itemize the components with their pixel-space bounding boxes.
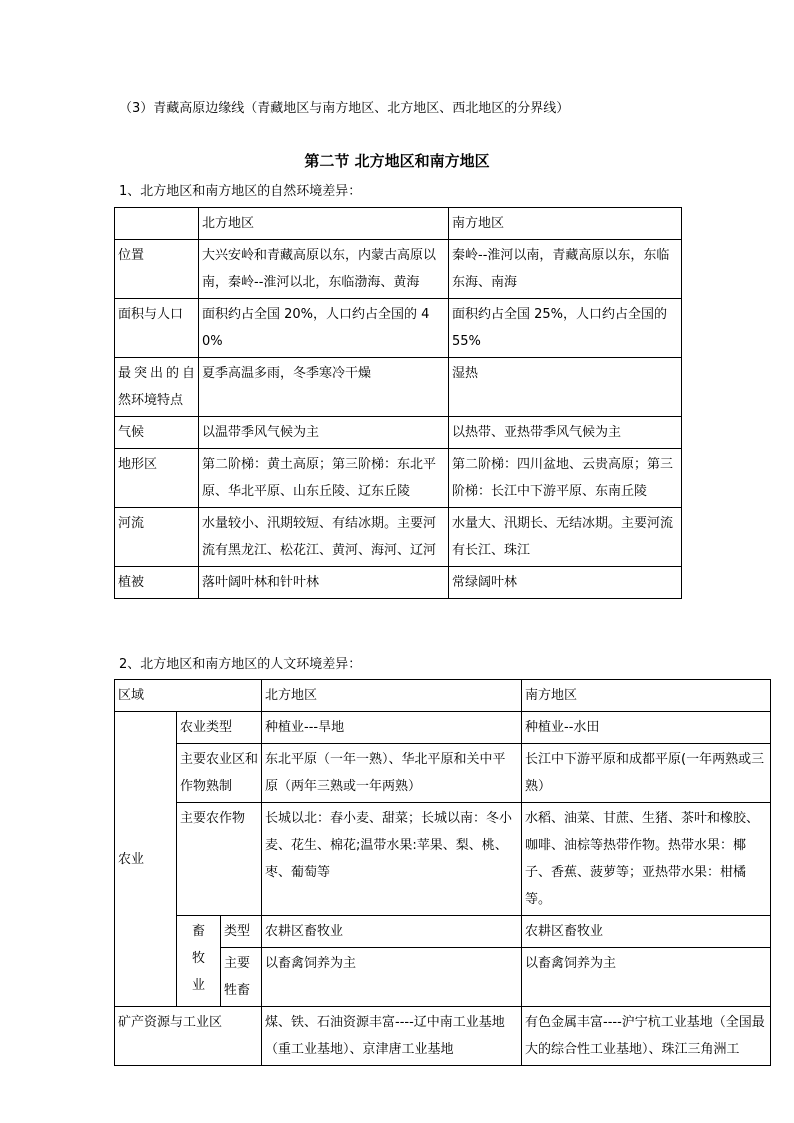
south-cell: 湿热: [449, 358, 682, 417]
header-south: 南方地区: [449, 208, 682, 240]
north-cell: 大兴安岭和青藏高原以东，内蒙古高原以南，秦岭--淮河以北，东临渤海、黄海: [199, 240, 449, 299]
north-cell: 水量较小、汛期较短、有结冰期。主要河流有黑龙江、松花江、黄河、海河、辽河: [199, 508, 449, 567]
row-label: 农业类型: [177, 712, 262, 744]
table-row: [115, 916, 771, 948]
north-cell: 长城以北：春小麦、甜菜；长城以南：冬小麦、花生、棉花;温带水果:苹果、梨、桃、枣、葡萄等: [262, 803, 522, 916]
livestock-char: 牧: [191, 951, 205, 966]
south-cell: 面积约占全国 25%，人口约占全国的 55%: [449, 299, 682, 358]
south-cell: 种植业--水田: [522, 712, 771, 744]
table-row: [115, 449, 682, 508]
mineral-row-table: [114, 1006, 771, 1066]
mineral-south: 有色金属丰富----沪宁杭工业基地（全国最大的综合性工业基地）、珠江三角洲工: [522, 1007, 771, 1066]
north-cell: 种植业---旱地: [262, 712, 522, 744]
table-row: [115, 803, 771, 916]
human-environment-table: [114, 679, 771, 1007]
row-label: 面积与人口: [115, 299, 199, 358]
header-south: 南方地区: [522, 680, 771, 712]
livestock-char: 业: [191, 978, 205, 993]
row-label: 气候: [115, 417, 199, 449]
row-label: 主要农业区和作物熟制: [177, 744, 262, 803]
south-cell: 水量大、汛期长、无结冰期。主要河流有长江、珠江: [449, 508, 682, 567]
row-label: 植被: [115, 567, 199, 599]
north-cell: 农耕区畜牧业: [262, 916, 522, 948]
header-blank: [115, 208, 199, 240]
mineral-north: 煤、铁、石油资源丰富----辽中南工业基地（重工业基地）、京津唐工业基地: [262, 1007, 522, 1066]
row-label: 地形区: [115, 449, 199, 508]
table-row: [115, 712, 771, 744]
mineral-label: 矿产资源与工业区: [115, 1007, 262, 1066]
intro-text: （3）青藏高原边缘线（青藏地区与南方地区、北方地区、西北地区的分界线）: [119, 101, 570, 116]
south-cell: 以畜禽饲养为主: [522, 948, 771, 1007]
south-cell: 长江中下游平原和成都平原(一年两熟或三熟）: [522, 744, 771, 803]
north-cell: 面积约占全国 20%，人口约占全国的 40%: [199, 299, 449, 358]
header-north: 北方地区: [199, 208, 449, 240]
livestock-type-label: 类型: [221, 916, 262, 948]
south-cell: 水稻、油菜、甘蔗、生猪、茶叶和橡胶、咖啡、油棕等热带作物。热带水果：椰子、香蕉、菠萝等；亚热带水果：柑橘等。: [522, 803, 771, 916]
south-cell: 秦岭--淮河以南，青藏高原以东，东临东海、南海: [449, 240, 682, 299]
north-cell: 第二阶梯：黄土高原；第三阶梯：东北平原、华北平原、山东丘陵、辽东丘陵: [199, 449, 449, 508]
agriculture-label: 农业: [115, 712, 177, 1007]
south-cell: 以热带、亚热带季风气候为主: [449, 417, 682, 449]
south-cell: 常绿阔叶林: [449, 567, 682, 599]
north-cell: 东北平原（一年一熟）、华北平原和关中平原（两年三熟或一年两熟）: [262, 744, 522, 803]
row-label: 位置: [115, 240, 199, 299]
north-cell: 落叶阔叶林和针叶林: [199, 567, 449, 599]
row-label: 河流: [115, 508, 199, 567]
table-header-row: [115, 208, 682, 240]
table-row: [115, 358, 682, 417]
header-region: 区域: [115, 680, 262, 712]
human-heading: 2、北方地区和南方地区的人文环境差异：: [119, 657, 362, 672]
livestock-label: [177, 916, 221, 1007]
table-row: [115, 1007, 771, 1066]
table-row: [115, 417, 682, 449]
row-label: 最突出的自然环境特点: [115, 358, 199, 417]
header-north: 北方地区: [262, 680, 522, 712]
table-row: [115, 567, 682, 599]
north-cell: 以畜禽饲养为主: [262, 948, 522, 1007]
section-title: 第二节 北方地区和南方地区: [304, 152, 490, 170]
livestock-main-label: 主要牲畜: [221, 948, 262, 1007]
south-cell: 第二阶梯：四川盆地、云贵高原；第三阶梯：长江中下游平原、东南丘陵: [449, 449, 682, 508]
north-cell: 夏季高温多雨，冬季寒冷干燥: [199, 358, 449, 417]
north-cell: 以温带季风气候为主: [199, 417, 449, 449]
table-row: [115, 299, 682, 358]
table-row: [115, 240, 682, 299]
livestock-char: 畜: [191, 924, 205, 939]
table-row: [115, 508, 682, 567]
table-row: [115, 744, 771, 803]
south-cell: 农耕区畜牧业: [522, 916, 771, 948]
natural-environment-table: [114, 207, 682, 599]
table-header-row: [115, 680, 771, 712]
natural-heading: 1、北方地区和南方地区的自然环境差异：: [119, 184, 362, 199]
row-label: 主要农作物: [177, 803, 262, 916]
